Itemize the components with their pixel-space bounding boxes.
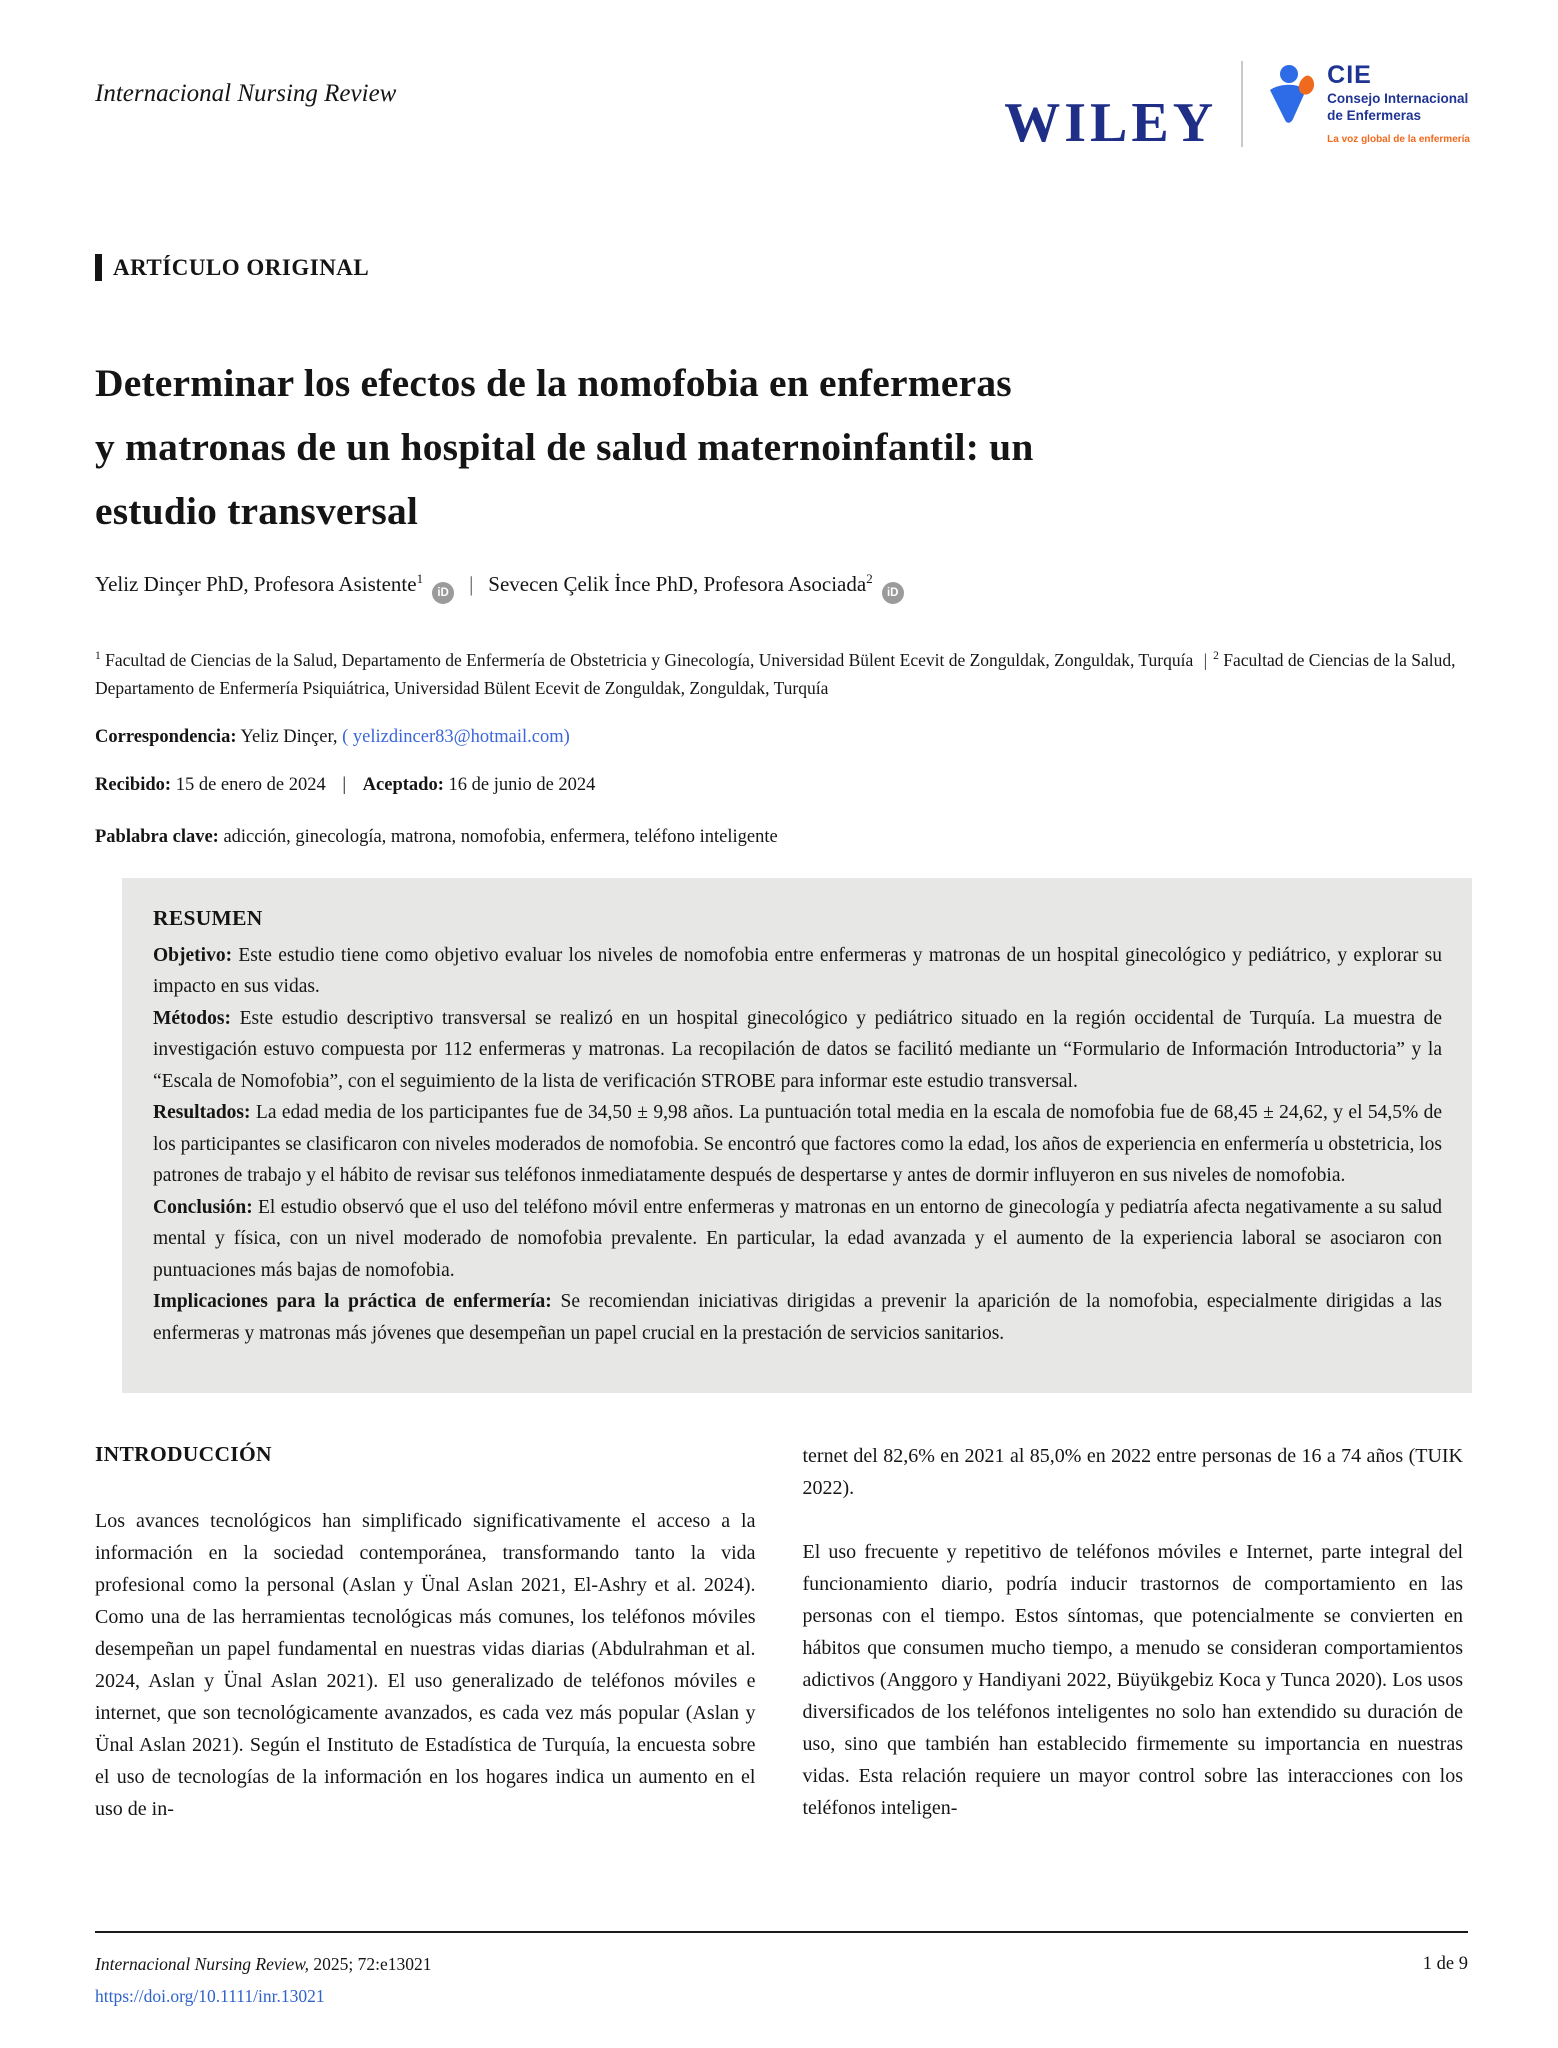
abstract-objective-label: Objetivo: <box>153 944 233 966</box>
article-type-label: ARTÍCULO ORIGINAL <box>113 254 370 280</box>
right-column <box>803 1440 1464 1825</box>
orcid-icon[interactable]: iD <box>432 582 454 604</box>
affiliation-separator: | <box>1203 650 1208 670</box>
accepted-label: Aceptado: <box>362 774 444 795</box>
author-1-affiliation-sup: 1 <box>416 571 424 586</box>
accepted-date: 16 de junio de 2024 <box>448 774 596 795</box>
cie-tagline: La voz global de la enfermería <box>1327 133 1470 145</box>
abstract-methods-text: Este estudio descriptivo transversal se realizó en un hospital ginecológico y pediátrico situado en la región occidental de Turquía. La muestra de investigación estuvo compuesta por 112 enfermeras y matronas. La recopilación de datos se facilitó mediante un “Formulario de Información Introductoria” y la “Escala de Nomofobia”, con el seguimiento de la lista de verificación STROBE para informar este estudio transversal. <box>153 1007 1442 1092</box>
author-list <box>95 571 1463 604</box>
abstract-implications-text: Se recomiendan iniciativas dirigidas a prevenir la aparición de la nomofobia, especialmente dirigidas a las enfermeras y matronas más jóvenes que desempeñan un papel crucial en la prestación de servicios sanitarios. <box>153 1291 1443 1344</box>
affiliation-1-text: Facultad de Ciencias de la Salud, Departamento de Enfermería de Obstetricia y Ginecología, Universidad Bülent Ecevit de Zonguldak, Zonguldak, Turquía <box>105 650 1194 670</box>
footer-citation-block <box>95 1954 432 2007</box>
publisher-logos <box>1004 55 1470 154</box>
author-1 <box>95 572 423 596</box>
abstract-conclusion-text: El estudio observó que el uso del teléfono móvil entre enfermeras y matronas en un entorno de ginecología y pediatría afecta negativamente a su salud mental y física, con un nivel moderado de nomofobia prevalente. En particular, la edad avanzada y el aumento de la experiencia laboral se asociaron con puntuaciones más bajas de nomofobia. <box>153 1196 1442 1281</box>
footer-citation-rest: 2025; 72:e13021 <box>313 1954 432 1974</box>
abstract-implications <box>153 1286 1442 1349</box>
abstract-title: RESUMEN <box>153 905 263 930</box>
page-footer <box>95 1931 1468 2007</box>
affiliation-1-sup: 1 <box>95 650 101 663</box>
orcid-icon[interactable]: iD <box>882 582 904 604</box>
introduction-paragraph-1: Los avances tecnológicos han simplificado significativamente el acceso a la información en la sociedad contemporánea, transformando tanto la vida profesional como la personal (Aslan y Ünal Aslan 2021, El-Ashry et al. 2024). Como una de las herramientas tecnológicas más comunes, los teléfonos móviles desempeñan un papel fundamental en nuestras vidas diarias (Abdulrahman et al. 2024, Aslan y Ünal Aslan 2021). El uso generalizado de teléfonos móviles e internet, que son tecnológicamente avanzados, es cada vez más popular (Aslan y Ünal Aslan 2021). Según el Instituto de Estadística de Turquía, la encuesta sobre el uso de tecnologías de la información en los hogares indica un aumento en el uso de in- <box>95 1510 756 1821</box>
abstract-objective <box>153 940 1442 1003</box>
affiliation-2-sup: 2 <box>1213 650 1219 663</box>
author-1-name: Yeliz Dinçer PhD, Profesora Asistente <box>95 572 417 596</box>
abstract-box <box>122 878 1472 1394</box>
keywords-value: adicción, ginecología, matrona, nomofobia, enfermera, teléfono inteligente <box>223 826 778 847</box>
logo-divider <box>1241 61 1243 147</box>
page-header <box>0 0 1558 154</box>
introduction-paragraph-3: El uso frecuente y repetitivo de teléfonos móviles e Internet, parte integral del funcionamiento diario, podría inducir trastornos de comportamiento en las personas con el tiempo. Estos síntomas, que potencialmente se convierten en hábitos que consumen mucho tiempo, a menudo se consideran comportamientos adictivos (Anggoro y Handiyani 2022, Büyükgebiz Koca y Tunca 2020). Los usos diversificados de los teléfonos inteligentes no solo han extendido su duración de uso, sino que también han establecido firmemente su importancia en nuestras vidas. Esta relación requiere un mayor control sobre las interacciones con los teléfonos inteligen- <box>802 1541 1463 1820</box>
affiliations <box>95 646 1463 703</box>
cie-logo <box>1267 63 1470 145</box>
introduction-heading: INTRODUCCIÓN <box>95 1442 272 1467</box>
cie-person-icon <box>1267 63 1317 127</box>
abstract-implications-label: Implicaciones para la práctica de enfermería: <box>153 1291 552 1313</box>
article-title: Determinar los efectos de la nomofobia en enfermeras y matronas de un hospital de salud maternoinfantil: un estudio transversal <box>95 361 1034 533</box>
abstract-methods <box>153 1003 1442 1098</box>
dates-line <box>95 775 1463 796</box>
left-column <box>95 1440 756 1825</box>
author-2-name: Sevecen Çelik İnce PhD, Profesora Asociada <box>488 572 867 596</box>
cie-logo-text <box>1327 63 1470 145</box>
author-2-affiliation-sup: 2 <box>866 571 873 586</box>
footer-journal-name: Internacional Nursing Review, <box>95 1954 310 1974</box>
introduction-paragraph-2: ternet del 82,6% en 2021 al 85,0% en 2022 entre personas de 16 a 74 años (TUIK 2022). <box>802 1445 1463 1500</box>
correspondence-email-link[interactable]: ( yelizdincer83@hotmail.com) <box>342 726 570 747</box>
correspondence-line <box>95 727 1463 748</box>
cie-name-line1: Consejo Internacional <box>1327 91 1469 106</box>
abstract-results-text: La edad media de los participantes fue de 34,50 ± 9,98 años. La puntuación total media en la escala de nomofobia fue de 68,45 ± 24,62, y el 54,5% de los participantes se clasificaron con niveles moderados de nomofobia. Se encontró que factores como la edad, los años de experiencia en enfermería u obstetricia, los patrones de trabajo y el hábito de revisar sus teléfonos inmediatamente después de despertarse y antes de dormir influyeron en sus niveles de nomofobia. <box>153 1102 1443 1187</box>
footer-citation <box>95 1954 432 1975</box>
author-separator: | <box>469 572 474 596</box>
doi-link[interactable]: https://doi.org/10.1111/inr.13021 <box>95 1986 325 2006</box>
abstract-conclusion <box>153 1192 1442 1287</box>
article-type <box>95 254 1463 281</box>
correspondence-name: Yeliz Dinçer, <box>240 726 338 747</box>
keywords-line <box>95 827 1463 848</box>
received-label: Recibido: <box>95 774 172 795</box>
cie-acronym: CIE <box>1327 61 1372 89</box>
page-number: 1 de 9 <box>1422 1954 1468 1974</box>
dates-separator: | <box>342 774 347 795</box>
correspondence-label: Correspondencia: <box>95 726 237 747</box>
article-type-bar-icon <box>95 254 102 281</box>
cie-name-line2: de Enfermeras <box>1327 107 1421 123</box>
journal-name: Internacional Nursing Review <box>95 80 397 107</box>
abstract-methods-label: Métodos: <box>153 1007 231 1029</box>
introduction-section <box>95 1440 1463 1825</box>
received-date: 15 de enero de 2024 <box>175 774 326 795</box>
abstract-objective-text: Este estudio tiene como objetivo evaluar los niveles de nomofobia entre enfermeras y matronas de un hospital ginecológico y pediátrico, y explorar su impacto en sus vidas. <box>153 944 1442 998</box>
abstract-results-label: Resultados: <box>153 1102 251 1124</box>
author-2 <box>488 572 872 596</box>
abstract-conclusion-label: Conclusión: <box>153 1196 253 1218</box>
wiley-logo: WILEY <box>1004 92 1218 154</box>
keywords-label: Pablabra clave: <box>95 826 219 847</box>
affiliation-2-text: Facultad de Ciencias de la Salud, Departamento de Enfermería Psiquiátrica, Universidad Bülent Ecevit de Zonguldak, Zonguldak, Turquía <box>95 650 1456 699</box>
abstract-results <box>153 1097 1442 1192</box>
